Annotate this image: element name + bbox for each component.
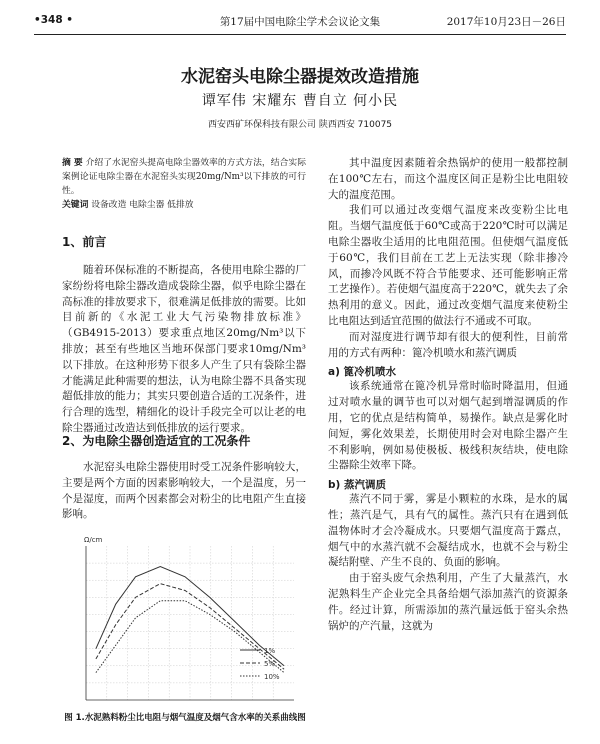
author-affiliation: 西安西矿环保科技有限公司 陕西西安 710075 (207, 120, 393, 130)
conference-name: 第17届中国电除尘学术会议论文集 (219, 16, 381, 28)
abstract (62, 156, 306, 198)
conference-date: 2017年10月23日－26日 (446, 16, 566, 28)
header-rule (34, 34, 566, 35)
resistivity-chart (64, 532, 304, 708)
legend-label: 1% (264, 647, 276, 655)
section-1-body (62, 263, 306, 437)
section-2-body (62, 460, 306, 523)
legend-label: 5% (264, 660, 276, 668)
paragraph: 由于窑头废气余热利用，产生了大量蒸汽，水泥熟料生产企业完全具备给烟气添加蒸汽的资源条件。经过计算，所需添加的蒸汽量远低于窑头余热锅炉的产汽量，这就为 (328, 572, 568, 632)
paragraph: 该系统通常在篦冷机异常时临时降温用，但通过对喷水量的调节也可以对烟气起到增湿调质的作用，它的优点是结构简单，易操作。缺点是雾化时间短，雾化效果差，长期使用时会对电除尘器产生不利影响，例如易使极板、极线积灰结块，使电除尘器除尘效率下降。 (328, 380, 568, 472)
legend-label: 10% (264, 673, 280, 681)
keywords (62, 198, 306, 212)
section-1 (62, 233, 306, 250)
paragraph: 我们可以通过改变烟气温度来改变粉尘比电阻。当烟气温度低于60℃或高于220℃时可以满足电除尘器收尘适用的比电阻范围。但使烟气温度低于60℃，我们目前在工艺上无法实现（除非掺冷风，而掺冷风既不符合节能要求、还可能影响正常工艺操作）。若使烟气温度高于220℃，就失去了余热利用的意义。因此，通过改变烟气温度来使粉尘比电阻达到适宜范围的做法行不通或不可取。 (328, 204, 568, 327)
keywords-text: 设备改造 电除尘器 低排放 (91, 200, 194, 210)
section-heading: 1、前言 (62, 235, 107, 249)
paragraph: 其中温度因素随着余热锅炉的使用一般都控制在100℃左右，而这个温度区间正是粉尘比电阻较大的温度范围。 (328, 157, 568, 201)
paragraph: 而对湿度进行调节却有很大的便利性，目前常用的方式有两种：篦冷机喷水和蒸汽调质 (328, 330, 568, 359)
left-column (62, 156, 306, 212)
page-number: •348 • (34, 14, 73, 26)
keywords-label: 关键词 (62, 200, 89, 210)
section-heading: 2、为电除尘器创造适宜的工况条件 (62, 434, 251, 448)
chart-grid (86, 546, 294, 700)
y-axis-label: Ω/cm (84, 536, 103, 544)
section-2 (62, 432, 306, 449)
figure-caption: 图 1.水泥熟料粉尘比电阻与烟气温度及烟气含水率的关系曲线图 (64, 713, 306, 723)
paper-authors: 谭军伟 宋耀东 曹自立 何小民 (201, 93, 399, 109)
paragraph: 随着环保标准的不断提高，各使用电除尘器的厂家纷纷将电除尘器改造成袋除尘器，似乎电除尘器在高标准的排放要求下，很难满足低排放的需要。比如目前新的《水泥工业大气污染物排放标准》（GB4915-2013）要求重点地区20mg/Nm³以下排放；甚至有些地区当地环保部门要求10mg/Nm³以下排放。在这种形势下很多人产生了只有袋除尘器才能满足此种需要的想法，认为电除尘器不具备实现超低排放的能力；其实只要创造合适的工况条件，进行合理的选型，精细化的设计手段完全可以让老的电除尘器通过改造达到低排放的运行要求。 (62, 264, 306, 434)
paper-title: 水泥窑头电除尘器提效改造措施 (181, 67, 419, 87)
running-header (34, 14, 566, 30)
paragraph: 蒸汽不同于雾，雾是小颗粒的水珠，是水的属性；蒸汽是气，具有气的属性。蒸汽只有在遇到低温物体时才会冷凝成水。只要烟气温度高于露点，烟气中的水蒸汽就不会凝结成水，也就不会与粉尘凝结附壁、产生不良的、负面的影响。 (328, 493, 568, 569)
abstract-label: 摘 要 (62, 158, 83, 168)
subsection-heading: a) 篦冷机喷水 (328, 366, 397, 379)
subsection-heading: b) 蒸汽调质 (328, 479, 386, 492)
abstract-text: 介绍了水泥窑头提高电除尘器效率的方式方法，结合实际案例论证电除尘器在水泥窑头实现20mg/Nm³以下排放的可行性。 (62, 158, 306, 196)
figure-1 (64, 532, 304, 708)
chart-axes (86, 546, 294, 700)
right-column (328, 156, 568, 634)
paragraph: 水泥窑头电除尘器使用时受工况条件影响较大，主要是两个方面的因素影响较大，一个是温度，另一个是湿度，而两个因素都会对粉尘的比电阻产生直接影响。 (62, 461, 306, 521)
series-line-5pct (96, 584, 284, 670)
